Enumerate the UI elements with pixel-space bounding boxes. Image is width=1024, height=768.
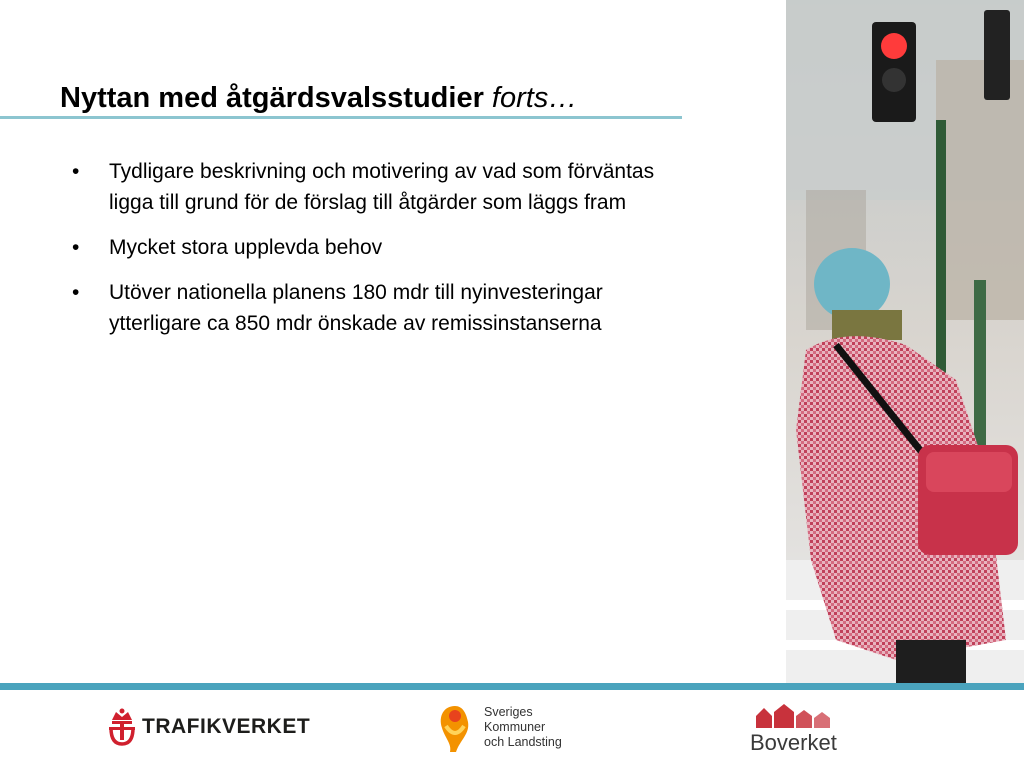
- trafikverket-logo: [108, 708, 310, 746]
- bullet-marker: •: [72, 281, 80, 304]
- rooftops-icon: [754, 704, 832, 728]
- pedestrian-illustration: [786, 0, 1024, 683]
- crown-emblem-icon: [108, 708, 136, 746]
- title-underline: [0, 116, 682, 119]
- skl-logo: [436, 700, 562, 754]
- bullet-marker: •: [72, 236, 80, 259]
- footer-divider: [0, 683, 1024, 690]
- bullet-item: [72, 156, 692, 218]
- bullet-item: [72, 232, 692, 263]
- bullet-text: Tydligare beskrivning och motivering av vad som förväntas ligga till grund för de förslag till åtgärder som läggs fram: [109, 160, 655, 214]
- person-figure-icon: [436, 700, 474, 754]
- bullet-text: Utöver nationella planens 180 mdr till nyinvesteringar ytterligare ca 850 mdr önskade av remissinstanserna: [109, 281, 603, 335]
- slide-title: [60, 82, 577, 115]
- skl-line-1: Sveriges: [484, 704, 533, 719]
- bullet-text: Mycket stora upplevda behov: [109, 236, 383, 259]
- slide-title-main: Nyttan med åtgärdsvalsstudier: [60, 82, 484, 114]
- skl-line-3: och Landsting: [484, 734, 562, 749]
- boverket-logo: [750, 704, 837, 756]
- bullet-item: [72, 277, 692, 339]
- boverket-wordmark: Boverket: [750, 730, 837, 755]
- skl-line-2: Kommuner: [484, 719, 546, 734]
- slide-title-suffix: forts…: [491, 82, 578, 114]
- pedestrian-photo: [786, 0, 1024, 683]
- bullet-list: [72, 156, 692, 353]
- skl-wordmark: [484, 705, 562, 750]
- trafikverket-wordmark: TRAFIKVERKET: [142, 715, 311, 738]
- bullet-marker: •: [72, 160, 80, 183]
